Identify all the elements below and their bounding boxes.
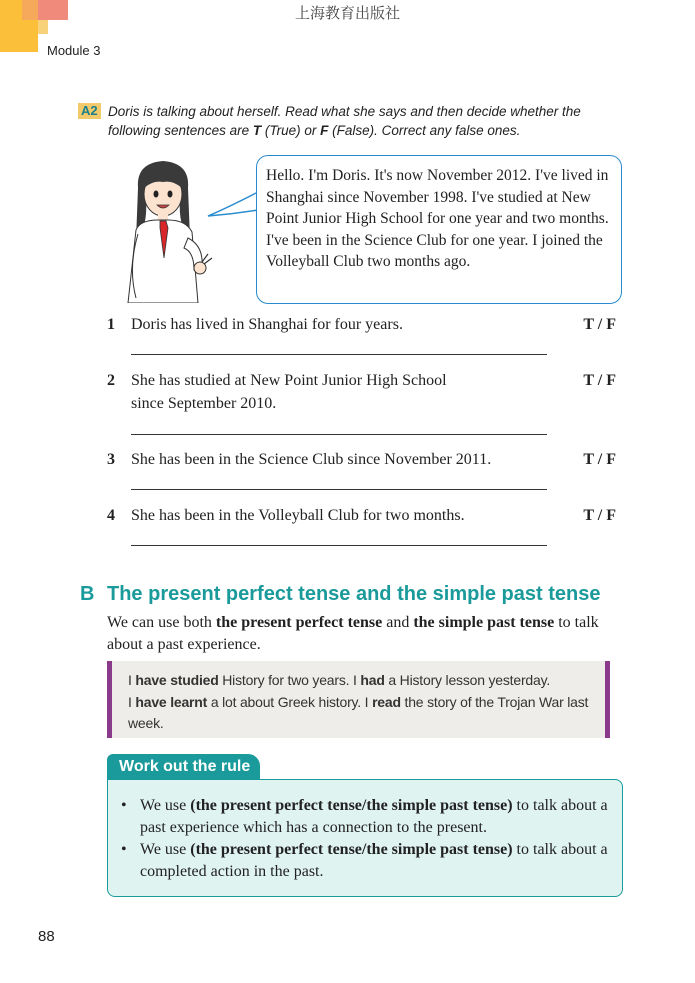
speech-bubble-tail xyxy=(207,190,263,220)
rule-choice[interactable]: (the present perfect tense/the simple past tense) xyxy=(190,841,513,858)
page-number: 88 xyxy=(38,928,55,945)
speech-bubble: Hello. I'm Doris. It's now November 2012. I've lived in Shanghai since November 1998. I've studied at New Point Junior High School for one year and two months. I've been in the Science Club for one year. I joined the Volleyball Club two months ago. xyxy=(256,155,622,304)
true-false-choice[interactable]: T / F xyxy=(583,372,616,389)
doris-illustration xyxy=(118,158,218,303)
question-number: 2 xyxy=(107,372,115,389)
answer-line[interactable] xyxy=(131,434,547,435)
rule-item-2: • We use (the present perfect tense/the simple past tense) to talk about a completed action in the past. xyxy=(121,841,608,880)
example-line-2: I have learnt a lot about Greek history. I read the story of the Trojan War last week. xyxy=(128,693,589,731)
question-2 xyxy=(107,369,622,439)
module-label: Module 3 xyxy=(47,43,101,58)
section-b-title: The present perfect tense and the simple past tense xyxy=(107,583,601,605)
question-text: She has studied at New Point Junior High School since September 2010. xyxy=(131,372,447,412)
question-number: 3 xyxy=(107,451,115,468)
question-text: She has been in the Science Club since November 2011. xyxy=(131,451,492,468)
section-b-letter: B xyxy=(80,583,95,605)
example-sentences-box xyxy=(107,661,610,738)
question-text: Doris has lived in Shanghai for four years. xyxy=(131,316,403,333)
answer-line[interactable] xyxy=(131,354,547,355)
question-number: 4 xyxy=(107,507,115,524)
true-false-choice[interactable]: T / F xyxy=(583,507,616,524)
publisher-header: 上海教育出版社 xyxy=(294,4,400,22)
rule-choice[interactable]: (the present perfect tense/the simple past tense) xyxy=(190,797,513,814)
a2-instruction: Doris is talking about herself. Read what she says and then decide whether the following sentences are T (True) or F (False). Correct any false ones. xyxy=(108,104,581,138)
bullet-icon: • xyxy=(121,841,127,858)
question-4 xyxy=(107,504,622,549)
answer-line[interactable] xyxy=(131,545,547,546)
question-number: 1 xyxy=(107,316,115,333)
question-text: She has been in the Volleyball Club for two months. xyxy=(131,507,465,524)
example-line-1: I have studied History for two years. I had a History lesson yesterday. xyxy=(128,672,551,688)
section-b-intro: We can use both the present perfect tense and the simple past tense to talk about a past experience. xyxy=(107,614,599,653)
true-false-choice[interactable]: T / F xyxy=(583,451,616,468)
answer-line[interactable] xyxy=(131,489,547,490)
rule-item-1: • We use (the present perfect tense/the simple past tense) to talk about a past experience which has a connection to the present. xyxy=(121,797,608,836)
question-3 xyxy=(107,448,622,493)
true-false-choice[interactable]: T / F xyxy=(583,316,616,333)
bullet-icon: • xyxy=(121,797,127,814)
rule-box xyxy=(107,779,623,897)
question-1 xyxy=(107,313,622,358)
work-out-the-rule-tab: Work out the rule xyxy=(107,754,260,780)
a2-badge: A2 xyxy=(78,103,101,119)
